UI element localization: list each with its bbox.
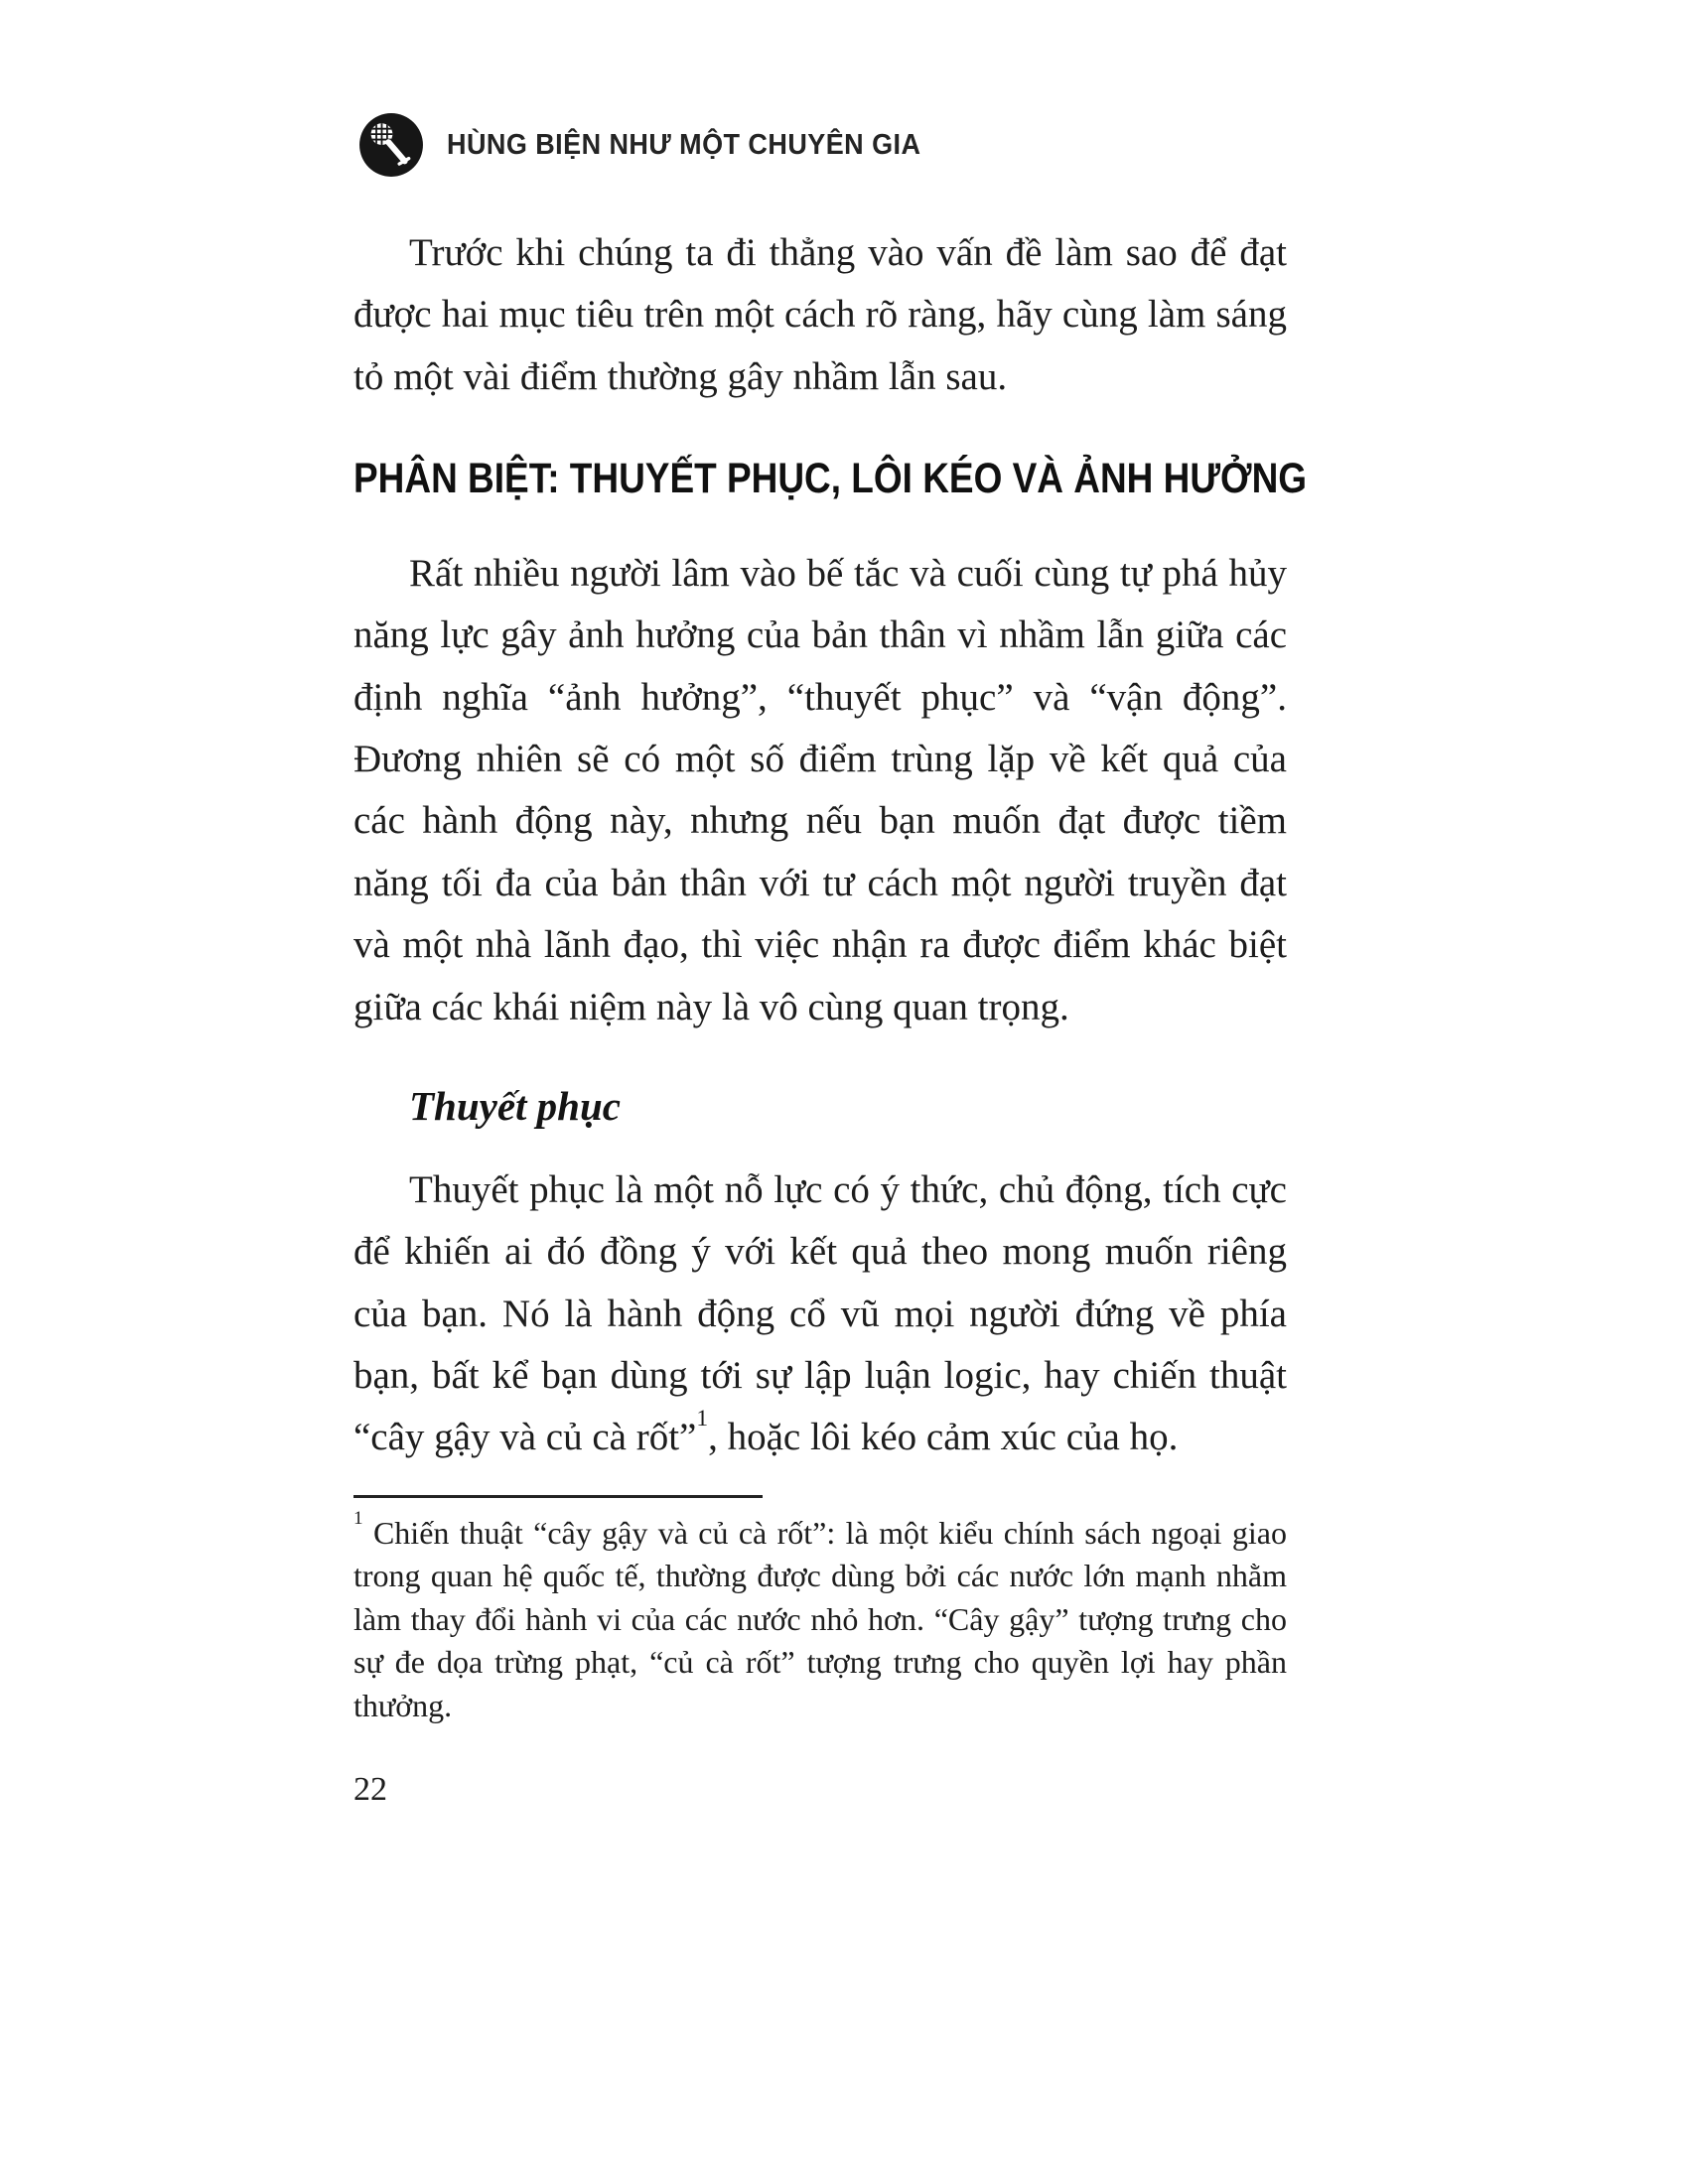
footnote-reference: 1 — [696, 1405, 709, 1432]
footnote-divider — [353, 1495, 763, 1498]
paragraph-persuasion-text: Thuyết phục là một nỗ lực có ý thức, chủ động, tích cực để khiến ai đó đồng ý với kết quả theo mong muốn riêng của bạn. Nó là hành động cổ vũ mọi người đứng về phía bạn, bất kể bạn dùng tới sự lập luận logic, hay chiến thuật “cây gậy và củ cà rốt” — [353, 1167, 1287, 1459]
footnote — [353, 1507, 1287, 1728]
page-content — [353, 111, 1308, 1809]
page-number: 22 — [353, 1771, 387, 1809]
paragraph-persuasion-text-end: , hoặc lôi kéo cảm xúc của họ. — [708, 1416, 1179, 1459]
paragraph-distinction: Rất nhiều người lâm vào bế tắc và cuối cùng tự phá hủy năng lực gây ảnh hưởng của bản thân vì nhầm lẫn giữa các định nghĩa “ảnh hưởng”, “thuyết phục” và “vận động”. Đương nhiên sẽ có một số điểm trùng lặp về kết quả của các hành động này, nhưng nếu bạn muốn đạt được tiềm năng tối đa của bản thân với tư cách một người truyền đạt và một nhà lãnh đạo, thì việc nhận ra được điểm khác biệt giữa các khái niệm này là vô cùng quan trọng. — [353, 551, 1287, 1028]
microphone-icon — [357, 111, 425, 179]
paragraph-intro: Trước khi chúng ta đi thẳng vào vấn đề làm sao để đạt được hai mục tiêu trên một cách rõ ràng, hãy cùng làm sáng tỏ một vài điểm thường gây nhầm lẫn sau. — [353, 231, 1287, 398]
paragraph-persuasion — [353, 1160, 1287, 1469]
footnote-area — [353, 1495, 1287, 1728]
footnote-text: Chiến thuật “cây gậy và củ cà rốt”: là một kiểu chính sách ngoại giao trong quan hệ quốc tế, thường được dùng bởi các nước lớn mạnh nhằm làm thay đổi hành vi của các nước nhỏ hơn. “Cây gậy” tượng trưng cho sự đe dọa trừng phạt, “củ cà rốt” tượng trưng cho quyền lợi hay phần thưởng. — [353, 1514, 1287, 1723]
subsection-heading: Thuyết phục — [409, 1082, 621, 1129]
running-title: HÙNG BIỆN NHƯ MỘT CHUYÊN GIA — [447, 128, 921, 161]
page-header — [357, 111, 1287, 179]
section-heading: PHÂN BIỆT: THUYẾT PHỤC, LÔI KÉO VÀ ẢNH HƯỞNG — [353, 455, 1308, 503]
footnote-marker: 1 — [353, 1507, 363, 1529]
